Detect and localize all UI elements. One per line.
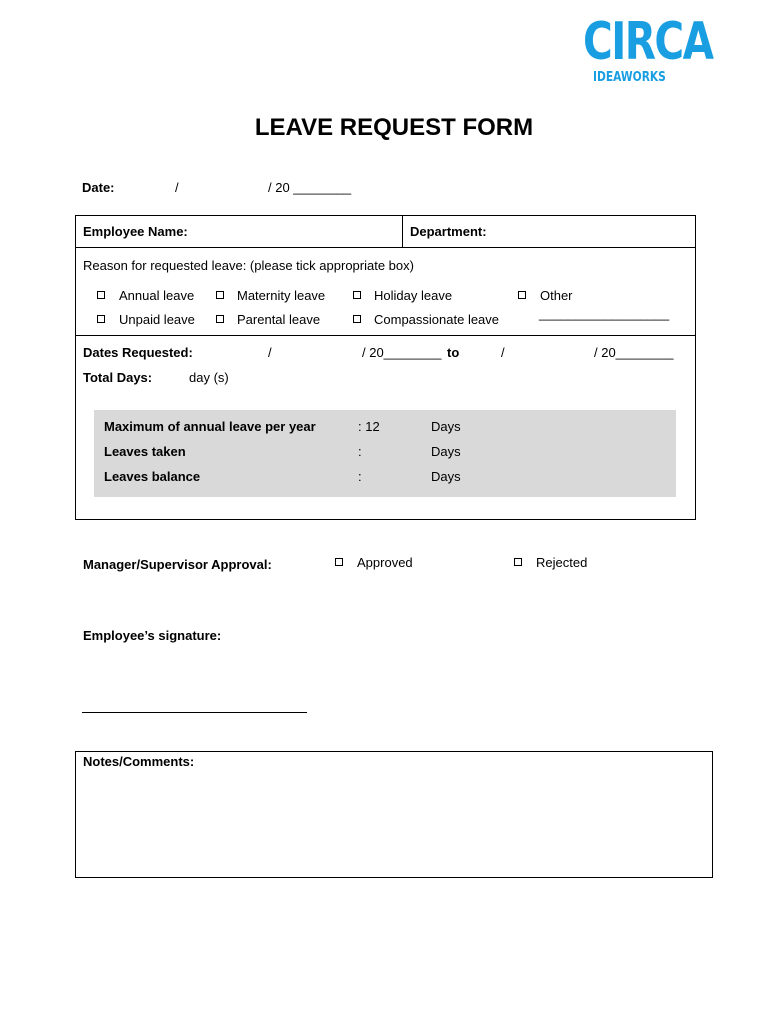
- parental-leave-checkbox[interactable]: [216, 315, 224, 323]
- max-annual-leave-value: : 12: [358, 419, 380, 434]
- dates-requested-label: Dates Requested:: [83, 345, 193, 360]
- company-logo-tagline: IDEAWORKS: [593, 70, 666, 85]
- department-field[interactable]: Department:: [410, 224, 487, 239]
- other-leave-checkbox[interactable]: [518, 291, 526, 299]
- leaves-taken-value: :: [358, 444, 362, 459]
- notes-label: Notes/Comments:: [83, 754, 195, 769]
- reason-prompt: Reason for requested leave: (please tick appropriate box): [83, 258, 414, 273]
- approved-label: Approved: [357, 555, 413, 570]
- date-slash-1: /: [175, 180, 179, 195]
- parental-leave-label: Parental leave: [237, 312, 321, 327]
- total-days-label: Total Days:: [83, 370, 153, 385]
- holiday-leave-label: Holiday leave: [374, 288, 453, 303]
- max-annual-leave-label: Maximum of annual leave per year: [104, 419, 316, 434]
- annual-leave-checkbox[interactable]: [97, 291, 105, 299]
- compassionate-leave-checkbox[interactable]: [353, 315, 361, 323]
- page-title: LEAVE REQUEST FORM: [254, 114, 534, 141]
- dates-slash-2: /: [501, 345, 505, 360]
- leaves-taken-label: Leaves taken: [104, 444, 186, 459]
- approved-checkbox[interactable]: [335, 558, 343, 566]
- leaves-balance-unit: Days: [431, 469, 461, 484]
- unpaid-leave-label: Unpaid leave: [119, 312, 195, 327]
- compassionate-leave-label: Compassionate leave: [374, 312, 500, 327]
- maternity-leave-label: Maternity leave: [237, 288, 326, 303]
- rejected-label: Rejected: [536, 555, 588, 570]
- max-annual-leave-unit: Days: [431, 419, 461, 434]
- rejected-checkbox[interactable]: [514, 558, 522, 566]
- maternity-leave-checkbox[interactable]: [216, 291, 224, 299]
- date-year-field[interactable]: / 20 ________: [268, 180, 352, 195]
- approval-label: Manager/Supervisor Approval:: [83, 557, 272, 572]
- dates-year-1-field[interactable]: / 20________: [362, 345, 442, 360]
- leaves-balance-value: :: [358, 469, 362, 484]
- signature-line[interactable]: [82, 712, 307, 713]
- divider: [75, 335, 696, 336]
- other-leave-label: Other: [540, 288, 573, 303]
- leaves-taken-unit: Days: [431, 444, 461, 459]
- dates-to-label: to: [447, 345, 460, 360]
- leaves-balance-label: Leaves balance: [104, 469, 201, 484]
- employee-name-field[interactable]: Employee Name:: [83, 224, 188, 239]
- signature-label: Employee’s signature:: [83, 628, 222, 643]
- holiday-leave-checkbox[interactable]: [353, 291, 361, 299]
- total-days-unit: day (s): [189, 370, 229, 385]
- other-reason-line[interactable]: __________________: [539, 306, 670, 321]
- dates-year-2-field[interactable]: / 20________: [594, 345, 674, 360]
- divider: [402, 215, 403, 247]
- annual-leave-label: Annual leave: [119, 288, 195, 303]
- notes-box[interactable]: [75, 751, 713, 878]
- company-logo: CIRCA: [583, 12, 713, 72]
- date-label: Date:: [82, 180, 115, 195]
- unpaid-leave-checkbox[interactable]: [97, 315, 105, 323]
- divider: [75, 247, 696, 248]
- dates-slash-1: /: [268, 345, 272, 360]
